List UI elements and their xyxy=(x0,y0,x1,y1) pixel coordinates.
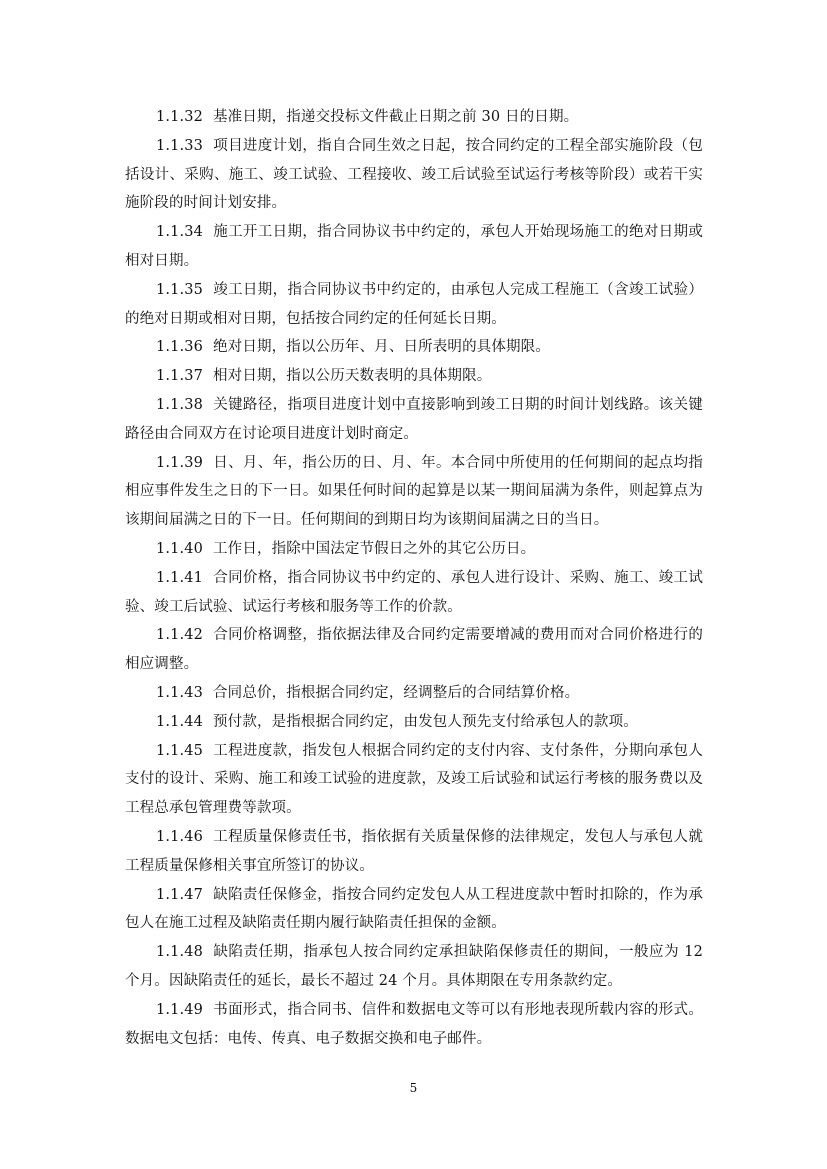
clause-1-1-39 xyxy=(125,449,703,535)
clause-number: 1.1.41 xyxy=(156,569,204,586)
clause-number: 1.1.35 xyxy=(156,281,204,298)
clause-text: 工程进度款，指发包人根据合同约定的支付内容、支付条件，分期向承包人支付的设计、采购、施工和竣工试验的进度款，及竣工后试验和试运行考核的服务费以及工程总承包管理费等款项。 xyxy=(125,742,703,817)
clause-number: 1.1.36 xyxy=(156,339,204,356)
clause-1-1-38 xyxy=(125,391,703,449)
clause-text: 绝对日期，指以公历年、月、日所表明的具体期限。 xyxy=(213,339,550,356)
clause-1-1-41 xyxy=(125,564,703,622)
clause-1-1-36 xyxy=(125,333,703,362)
clause-list xyxy=(125,103,703,1053)
clause-1-1-43 xyxy=(125,679,703,708)
clause-text: 关键路径，指项目进度计划中直接影响到竣工日期的时间计划线路。该关键路径由合同双方在讨论项目进度计划时商定。 xyxy=(125,396,703,442)
clause-text: 预付款，是指根据合同约定，由发包人预先支付给承包人的款项。 xyxy=(213,713,638,730)
page-number: 5 xyxy=(409,1081,418,1095)
clause-1-1-33 xyxy=(125,132,703,218)
clause-number: 1.1.32 xyxy=(156,109,204,125)
clause-number: 1.1.45 xyxy=(156,742,204,759)
clause-number: 1.1.49 xyxy=(156,1001,204,1018)
clause-1-1-35 xyxy=(125,276,703,334)
clause-1-1-44 xyxy=(125,708,703,737)
clause-text: 竣工日期，指合同协议书中约定的，由承包人完成工程施工（含竣工试验）的绝对日期或相对日期，包括按合同约定的任何延长日期。 xyxy=(125,281,703,327)
clause-text: 书面形式，指合同书、信件和数据电文等可以有形地表现所载内容的形式。数据电文包括：电传、传真、电子数据交换和电子邮件。 xyxy=(125,1001,703,1047)
clause-1-1-49 xyxy=(125,996,703,1054)
clause-number: 1.1.38 xyxy=(156,396,204,413)
clause-1-1-48 xyxy=(125,938,703,996)
clause-text: 合同价格，指合同协议书中约定的、承包人进行设计、采购、施工、竣工试验、竣工后试验、试运行考核和服务等工作的价款。 xyxy=(125,569,703,615)
clause-number: 1.1.40 xyxy=(156,540,204,557)
clause-1-1-37 xyxy=(125,362,703,391)
clause-1-1-42 xyxy=(125,621,703,679)
clause-number: 1.1.43 xyxy=(156,684,204,701)
clause-number: 1.1.48 xyxy=(156,944,204,961)
clause-number: 1.1.44 xyxy=(156,713,204,730)
clause-text: 施工开工日期，指合同协议书中约定的，承包人开始现场施工的绝对日期或相对日期。 xyxy=(125,224,703,269)
clause-text: 工程质量保修责任书，指依据有关质量保修的法律规定，发包人与承包人就工程质量保修相关事宜所签订的协议。 xyxy=(125,828,703,874)
clause-number: 1.1.34 xyxy=(156,224,204,241)
clause-number: 1.1.39 xyxy=(156,454,204,471)
clause-text: 项目进度计划，指自合同生效之日起，按合同约定的工程全部实施阶段（包括设计、采购、施工、竣工试验、工程接收、竣工后试验至试运行考核等阶段）或若干实施阶段的时间计划安排。 xyxy=(125,137,703,212)
clause-1-1-32 xyxy=(125,103,703,132)
clause-text: 缺陷责任期，指承包人按合同约定承担缺陷保修责任的期间，一般应为 12 个月。因缺陷责任的延长，最长不超过 24 个月。具体期限在专用条款约定。 xyxy=(125,944,703,989)
clause-1-1-46 xyxy=(125,823,703,881)
clause-text: 相对日期，指以公历天数表明的具体期限。 xyxy=(213,368,492,385)
clause-1-1-47 xyxy=(125,881,703,939)
clause-number: 1.1.47 xyxy=(156,886,204,903)
clause-number: 1.1.33 xyxy=(156,137,204,154)
clause-number: 1.1.37 xyxy=(156,368,204,385)
clause-number: 1.1.42 xyxy=(156,627,204,644)
clause-text: 基准日期，指递交投标文件截止日期之前 30 日的日期。 xyxy=(213,109,579,125)
clause-text: 合同价格调整，指依据法律及合同约定需要增减的费用而对合同价格进行的相应调整。 xyxy=(125,627,703,673)
clause-1-1-40 xyxy=(125,535,703,564)
clause-1-1-45 xyxy=(125,737,703,823)
clause-text: 合同总价，指根据合同约定，经调整后的合同结算价格。 xyxy=(213,684,580,701)
clause-text: 缺陷责任保修金，指按合同约定发包人从工程进度款中暂时扣除的，作为承包人在施工过程及缺陷责任期内履行缺陷责任担保的金额。 xyxy=(125,886,703,932)
clause-text: 日、月、年，指公历的日、月、年。本合同中所使用的任何期间的起点均指相应事件发生之日的下一日。如果任何时间的起算是以某一期间届满为条件，则起算点为该期间届满之日的下一日。任何期间的到期日均为该期间届满之日的当日。 xyxy=(125,454,703,529)
clause-number: 1.1.46 xyxy=(156,828,204,845)
clause-text: 工作日，指除中国法定节假日之外的其它公历日。 xyxy=(213,540,536,557)
clause-1-1-34 xyxy=(125,218,703,276)
